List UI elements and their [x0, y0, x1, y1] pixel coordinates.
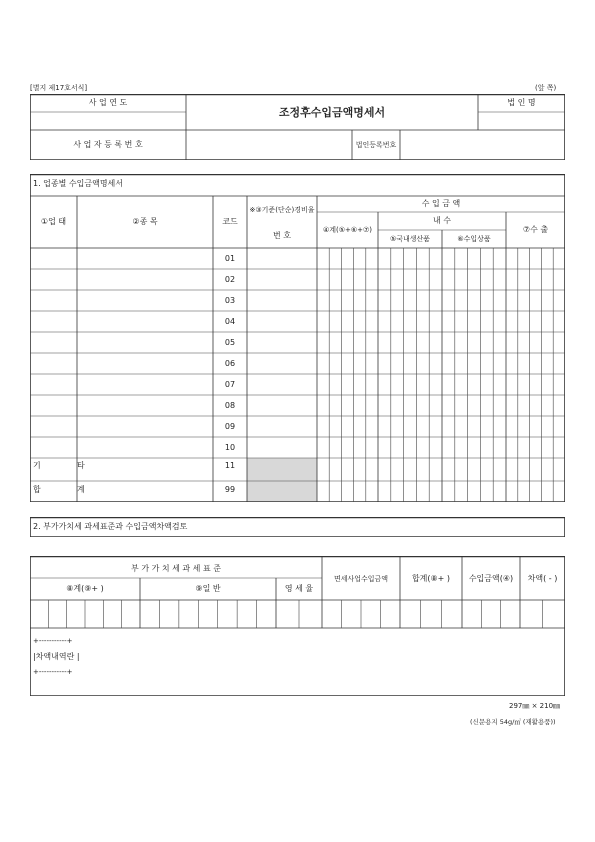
col-total: ④계(⑤+⑥+⑦) — [322, 225, 373, 234]
paper-spec: (신문용지 54g/㎡ (재활용품)) — [470, 718, 556, 726]
other-label-b: 타 — [77, 461, 85, 470]
col-difference: 차액( - ) — [527, 574, 558, 583]
row-code: 05 — [224, 337, 236, 347]
col-sum: 합계(⑧+ ) — [411, 574, 451, 583]
section1-title: 1. 업종별 수입금액명세서 — [33, 179, 123, 188]
row-code: 06 — [224, 358, 236, 368]
vat-group-header: 부 가 가 치 세 과 세 표 준 — [131, 564, 221, 573]
other-label-a: 기 — [33, 461, 41, 470]
row-code: 01 — [224, 253, 236, 263]
sum-label-a: 합 — [33, 485, 41, 494]
diff-box-label: |차액내역란 | — [33, 652, 80, 661]
col-code: 코드 — [222, 217, 238, 226]
corp-reg-no-label: 법인등록번호 — [355, 140, 397, 149]
biz-reg-no-label: 사 업 자 등 록 번 호 — [73, 140, 143, 149]
col-import-product: ⑥수입상품 — [457, 234, 491, 243]
col-vat-total: ⑧계(⑨+ ) — [66, 584, 104, 593]
page-note: (앞 쪽) — [535, 84, 557, 92]
col-vat-zero-rate: 영 세 율 — [284, 584, 314, 593]
section2-table — [30, 556, 565, 696]
corp-name-label: 법 인 명 — [507, 98, 536, 107]
diff-box-bottom: +-----------+ — [33, 668, 73, 676]
col-std-rate-line1: ※③기준(단순)경비율 — [249, 205, 315, 214]
form-reference: [별지 제17호서식] — [30, 84, 88, 92]
col-exempt-revenue: 면세사업수입금액 — [333, 574, 389, 583]
diff-box-top: +-----------+ — [33, 637, 73, 645]
section2-title-bar — [30, 517, 565, 537]
row-code: 10 — [224, 442, 236, 452]
revenue-group-header: 수 입 금 액 — [421, 199, 461, 208]
form-title: 조정후수입금액명세서 — [278, 106, 386, 119]
col-std-rate-line2: 번 호 — [273, 231, 291, 240]
header-block — [30, 94, 565, 160]
section1-table — [30, 174, 565, 502]
col-vat-general: ⑨일 반 — [195, 584, 221, 593]
section2-title: 2. 부가가치세 과세표준과 수입금액차액검토 — [33, 522, 188, 531]
business-year-label: 사 업 연 도 — [88, 98, 128, 107]
row-code: 09 — [224, 421, 236, 431]
col-export: ⑦수 출 — [522, 225, 549, 234]
sum-label-b: 계 — [77, 485, 85, 494]
row-code: 03 — [224, 295, 236, 305]
col-item: ②종 목 — [132, 217, 158, 226]
col-industry: ①업 태 — [40, 217, 67, 226]
domestic-group-header: 내 수 — [433, 216, 451, 225]
row-code: 02 — [224, 274, 236, 284]
row-code: 08 — [224, 400, 236, 410]
col-revenue: 수입금액(④) — [468, 574, 514, 583]
col-domestic-product: ⑤국내생산품 — [389, 234, 431, 243]
row-code: 04 — [224, 316, 236, 326]
row-code: 07 — [224, 379, 236, 389]
paper-size: 297㎜ × 210㎜ — [509, 702, 561, 710]
other-code: 11 — [224, 461, 236, 470]
sum-code: 99 — [224, 485, 236, 494]
